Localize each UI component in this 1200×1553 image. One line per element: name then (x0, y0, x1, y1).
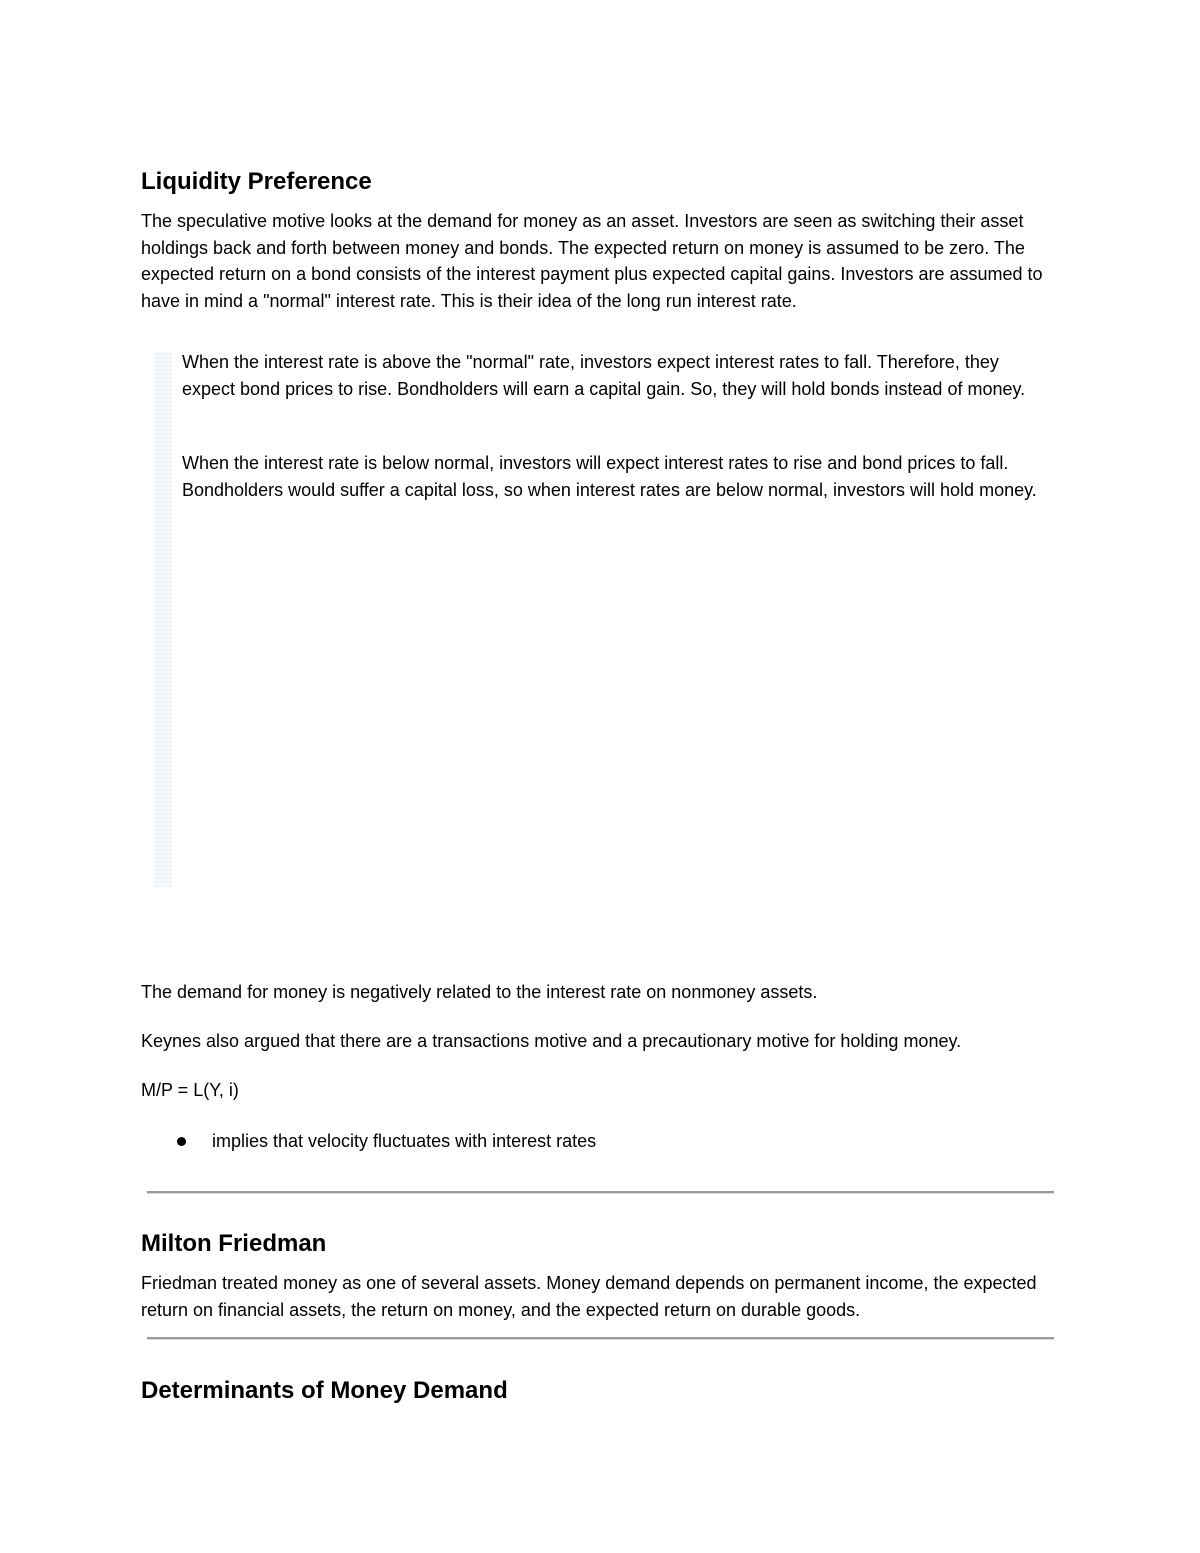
horizontal-divider (147, 1337, 1054, 1340)
blockquote-bar (154, 352, 172, 887)
heading-liquidity-preference: Liquidity Preference (141, 168, 372, 195)
keynes-statement: Keynes also argued that there are a transactions motive and a precautionary motive for holding money. (141, 1031, 962, 1051)
list-item (177, 1128, 596, 1154)
money-demand-equation: M/P = L(Y, i) (141, 1080, 239, 1100)
bullet-text: implies that velocity fluctuates with interest rates (212, 1131, 597, 1151)
liquidity-intro-paragraph: The speculative motive looks at the demand for money as an asset. Investors are seen as switching their asset holdings back and forth between money and bonds. The expected return on money is assumed to be zero. The expected return on a bond consists of the interest payment plus expected capital gains. Investors are assumed to have in mind a "normal" interest rate. This is their idea of the long run interest rate. (141, 211, 1043, 311)
heading-milton-friedman: Milton Friedman (141, 1230, 327, 1257)
bullet-icon (177, 1137, 186, 1146)
quote-below-normal: When the interest rate is below normal, investors will expect interest rates to rise and bond prices to fall. Bondholders would suffer a capital loss, so when interest rates are below normal, investors will hold money. (182, 453, 1037, 500)
demand-statement: The demand for money is negatively related to the interest rate on nonmoney assets. (141, 982, 818, 1002)
quote-above-normal: When the interest rate is above the "normal" rate, investors expect interest rates to fall. Therefore, they expect bond prices to rise. Bondholders will earn a capital gain. So, they will hold bonds instead of money. (182, 352, 1026, 399)
friedman-paragraph: Friedman treated money as one of several assets. Money demand depends on permanent income, the expected return on financial assets, the return on money, and the expected return on durable goods. (141, 1273, 1037, 1320)
heading-determinants-money-demand: Determinants of Money Demand (141, 1377, 508, 1404)
horizontal-divider (147, 1191, 1054, 1194)
